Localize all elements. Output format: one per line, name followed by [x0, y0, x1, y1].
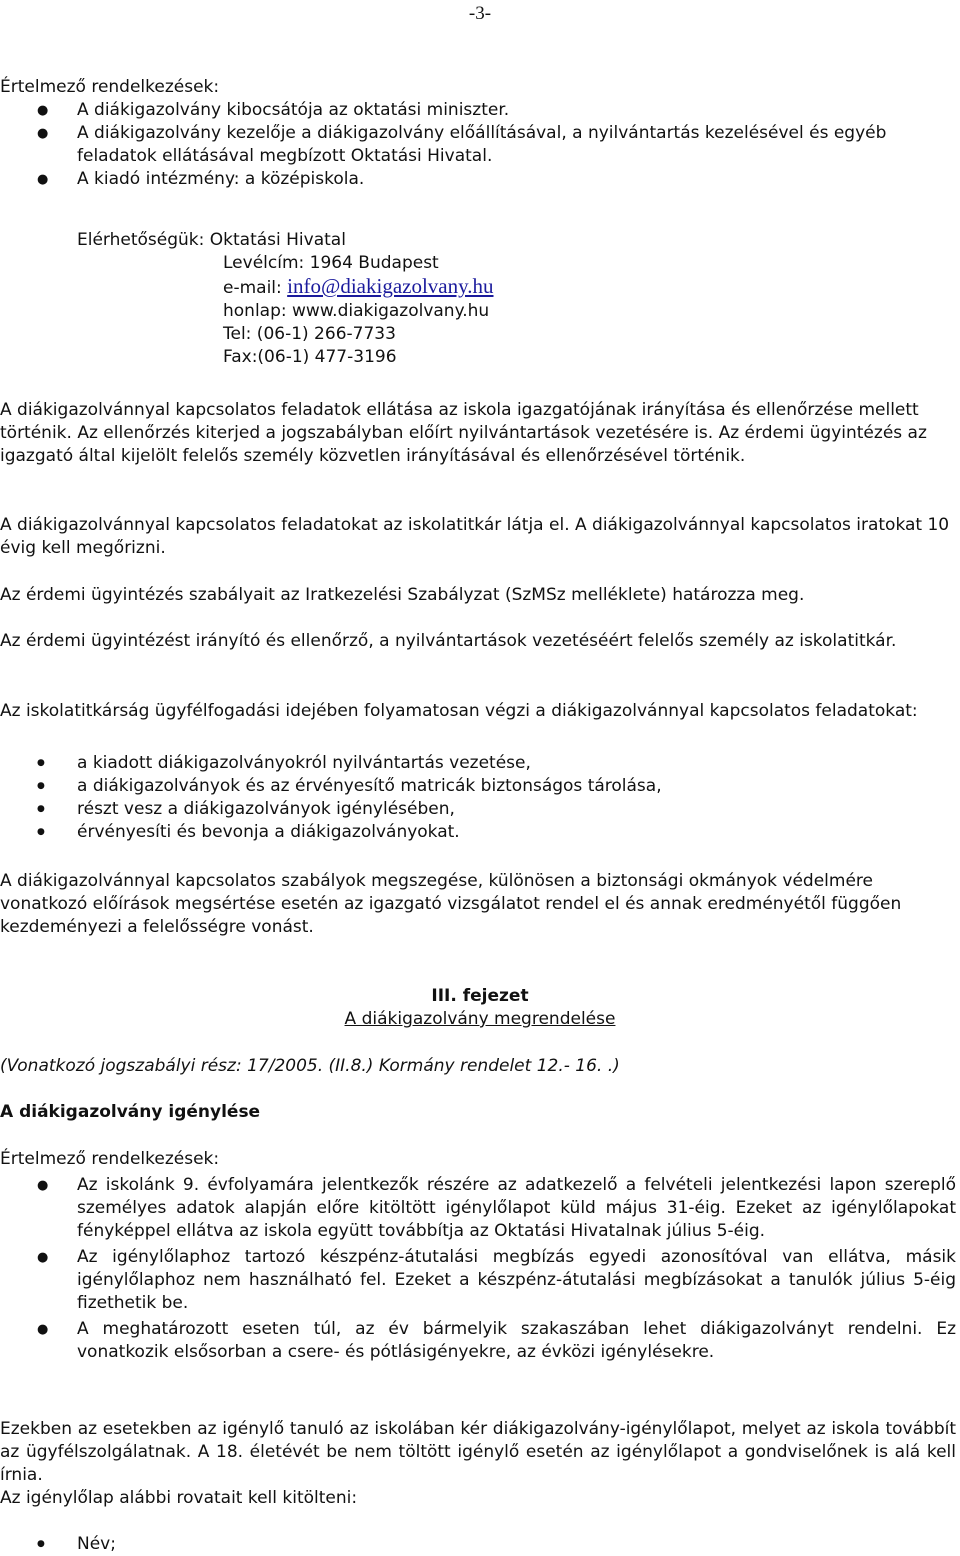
subheading: A diákigazolvány igénylése	[0, 1102, 261, 1122]
email-link[interactable]: info@diakigazolvany.hu	[287, 274, 494, 298]
legal-reference: (Vonatkozó jogszabályi rész: 17/2005. (II.8.) Kormány rendelet 12.- 16. .)	[0, 1056, 620, 1076]
list-item: ● A meghatározott eseten túl, az év bármelyik szakaszában lehet diákigazolványt rendelni. Ez vonatkozik elsősorban a csere- és pótlásigényekre, az évközi igénylésekre.	[0, 1318, 956, 1364]
definitions-section-2	[0, 1148, 956, 1364]
paragraph-fields-intro: Az igénylőlap alábbi rovatait kell kitölteni:	[0, 1488, 358, 1508]
contact-email-line	[77, 275, 494, 300]
paragraph-responsible: Az érdemi ügyintézést irányító és ellenőrző, a nyilvántartások vezetéséért felelős személy az iskolatitkár.	[0, 631, 897, 651]
list-item: ● A diákigazolvány kibocsátója az oktatási miniszter.	[0, 99, 956, 122]
chapter-number: III. fejezet	[431, 986, 529, 1006]
definitions-heading: Értelmező rendelkezések:	[0, 1149, 220, 1169]
list-item: ● a kiadott diákigazolványokról nyilvántartás vezetése,	[0, 752, 956, 775]
contact-website: honlap: www.diakigazolvany.hu	[223, 301, 490, 321]
list-item: ● Név;	[0, 1533, 956, 1556]
chapter-title: A diákigazolvány megrendelése	[344, 1009, 616, 1029]
list-item: ● érvényesíti és bevonja a diákigazolványokat.	[0, 821, 956, 844]
fields-list	[0, 1533, 956, 1556]
list-item: ● részt vesz a diákigazolványok igénylésében,	[0, 798, 956, 821]
list-item: ● A diákigazolvány kezelője a diákigazolvány előállításával, a nyilvántartás kezelésével és egyéb feladatok ellátásával megbízott Oktatási Hivatal.	[0, 122, 956, 168]
paragraph-office-hours: Az iskolatitkárság ügyfélfogadási idejében folyamatosan végzi a diákigazolvánnyal kapcsolatos feladatokat:	[0, 701, 918, 721]
paragraph-supervision: A diákigazolvánnyal kapcsolatos feladatok ellátása az iskola igazgatójának irányítása és ellenőrzése mellett történik. Az ellenőrzés kiterjed a jogszabályban előírt nyilvántartások vezetésére is. Az érdemi ügyintézés az igazgató által kijelölt felelős személy közvetlen irányításával és ellenőrzésével történik.	[0, 400, 927, 466]
list-item: ● Az iskolánk 9. évfolyamára jelentkezők részére az adatkezelő a felvételi jelentkezési lapon szereplő személyes adatok alapján előre kitöltött igénylőlapot küld május 31-éig. Ezeket az igénylőlapokat fényképpel ellátva az iskola együtt továbbítja az Oktatási Hivatalnak július 5-éig.	[0, 1174, 956, 1243]
list-item: ● a diákigazolványok és az érvényesítő matricák biztonságos tárolása,	[0, 775, 956, 798]
definitions-list	[0, 99, 956, 191]
page-number: -3-	[468, 3, 492, 24]
paragraph-secretary: A diákigazolvánnyal kapcsolatos feladatokat az iskolatitkár látja el. A diákigazolvánnyal kapcsolatos iratokat 10 évig kell megőrizni.	[0, 515, 950, 558]
contact-fax: Fax:(06-1) 477-3196	[223, 347, 397, 367]
contact-address: Levélcím: 1964 Budapest	[223, 253, 439, 273]
tasks-list	[0, 752, 956, 844]
list-item: ● Az igénylőlaphoz tartozó készpénz-átutalási megbízás egyedi azonosítóval van ellátva, másik igénylőlaphoz nem használható fel. Ezeket a készpénz-átutalási megbízásokat a tanulók július 5-éig fizethetik be.	[0, 1246, 956, 1315]
contact-org: Elérhetőségük: Oktatási Hivatal	[77, 230, 346, 250]
email-label: e-mail:	[223, 278, 288, 298]
paragraph-violations: A diákigazolvánnyal kapcsolatos szabályok megszegése, különösen a biztonsági okmányok védelmére vonatkozó előírások megsértése esetén az igazgató vizsgálatot rendel el és annak eredményétől függően kezdeményezi a felelősségre vonást.	[0, 871, 902, 937]
paragraph-rules: Az érdemi ügyintézés szabályait az Iratkezelési Szabályzat (SzMSz melléklete) határozza meg.	[0, 585, 805, 605]
list-item: ● A kiadó intézmény: a középiskola.	[0, 168, 956, 191]
contact-phone: Tel: (06-1) 266-7733	[223, 324, 396, 344]
definitions-list	[0, 1174, 956, 1364]
contact-block	[77, 229, 494, 369]
paragraph-request: Ezekben az esetekben az igénylő tanuló az iskolában kér diákigazolvány-igénylőlapot, melyet az iskola továbbít az ügyfélszolgálatnak. A 18. életévét be nem töltött igénylő esetén az igénylőlapot a gondviselőnek is alá kell írnia.	[0, 1419, 956, 1485]
definitions-section-1	[0, 76, 956, 191]
definitions-heading: Értelmező rendelkezések:	[0, 77, 220, 97]
